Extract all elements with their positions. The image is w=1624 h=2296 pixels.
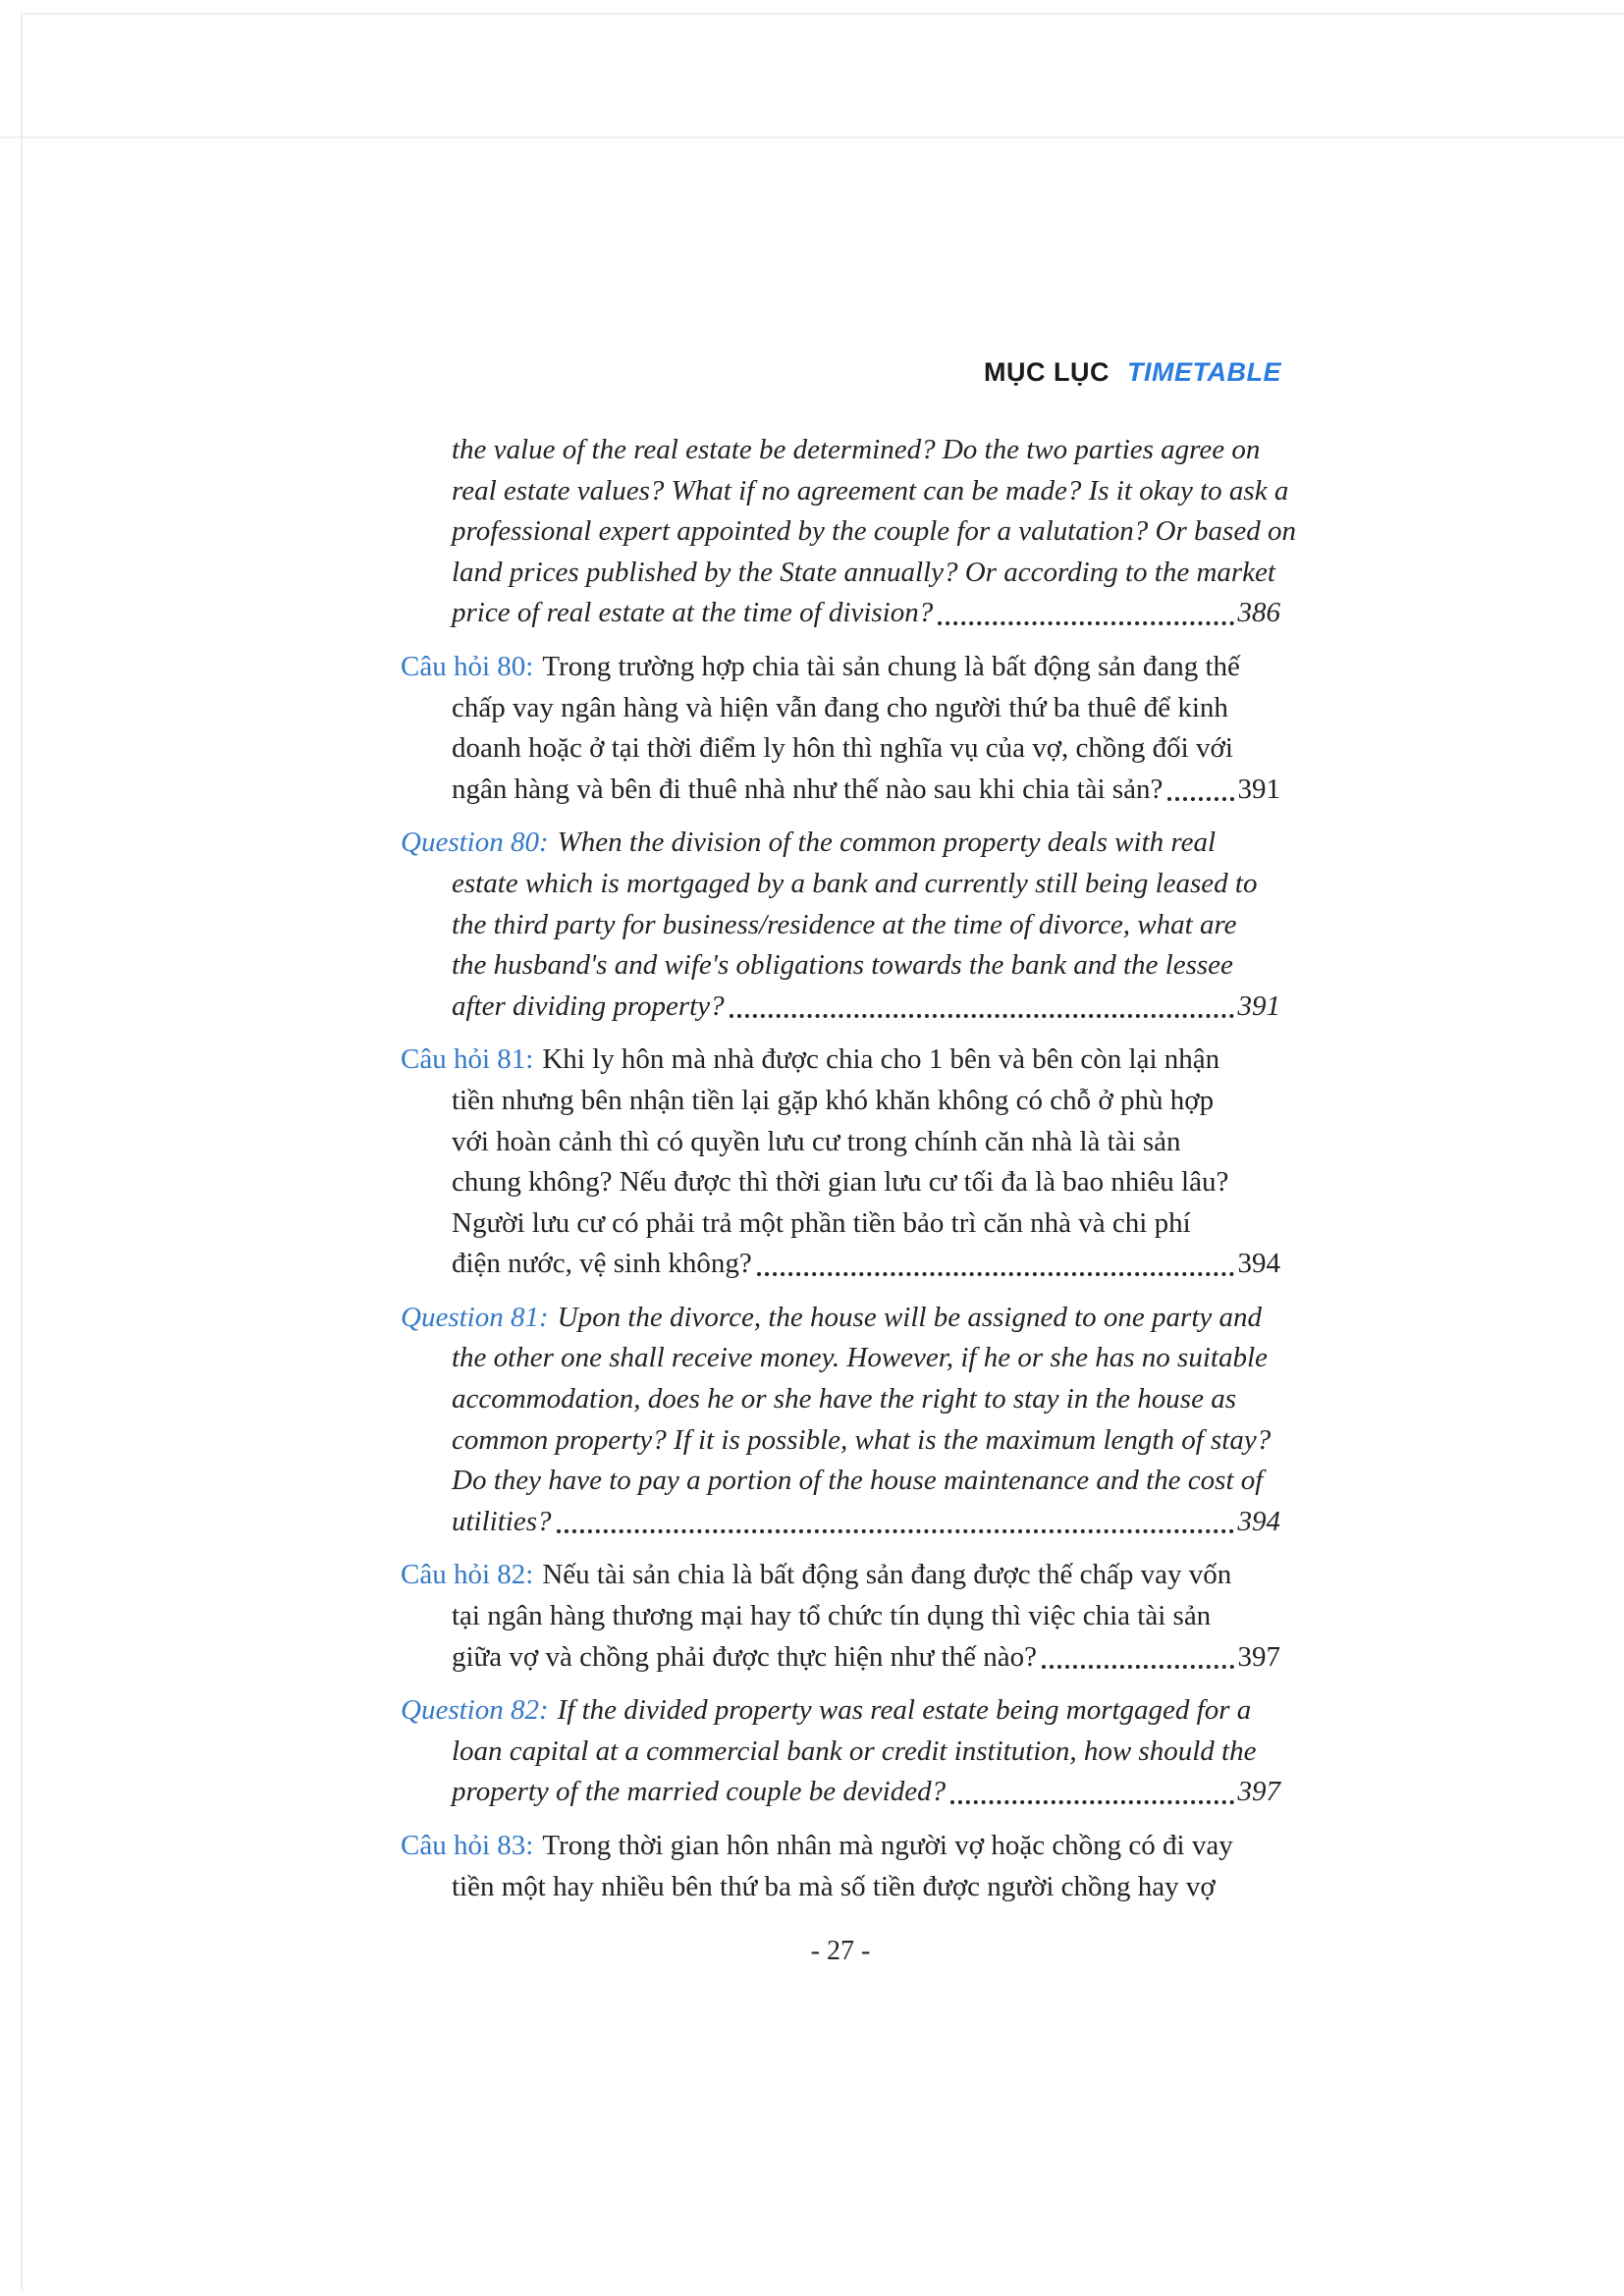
toc-line-text: Trong thời gian hôn nhân mà người vợ hoặc chồng có đi vay: [542, 1830, 1233, 1861]
toc-line: [401, 1379, 1280, 1420]
dotted-leader: [1042, 1665, 1233, 1669]
toc-entry-label: Question 82:: [401, 1694, 549, 1727]
toc-line-text: Người lưu cư có phải trả một phần tiền bảo trì căn nhà và chi phí: [452, 1206, 1191, 1239]
toc-line-text: estate which is mortgaged by a bank and currently still being leased to: [452, 867, 1258, 899]
toc-page-number: 391: [1237, 989, 1280, 1022]
toc-line: [401, 1637, 1280, 1679]
scan-artifact-mid-line: [0, 136, 1624, 138]
dotted-leader: [730, 1014, 1234, 1018]
dotted-leader: [557, 1529, 1234, 1533]
dotted-leader: [938, 621, 1233, 625]
toc-entry: [401, 1555, 1280, 1678]
toc-line: [401, 770, 1280, 811]
toc-entry-label: Question 81:: [401, 1301, 549, 1333]
toc-entry: [401, 1826, 1280, 1907]
toc-line-text: loan capital at a commercial bank or credit institution, how should the: [452, 1735, 1257, 1767]
toc-line: [401, 430, 1280, 471]
toc-line-text: accommodation, does he or she have the right to stay in the house as: [452, 1383, 1236, 1415]
toc-line-text: doanh hoặc ở tại thời điểm ly hôn thì nghĩa vụ của vợ, chồng đối với: [452, 732, 1233, 765]
toc-entry-label: Câu hỏi 83:: [401, 1830, 534, 1861]
toc-line-text: When the division of the common property deals with real: [557, 827, 1217, 859]
toc-entry-label: Câu hỏi 82:: [401, 1559, 534, 1591]
toc-page-number: 391: [1237, 773, 1280, 805]
toc-line-text: utilities?: [452, 1505, 552, 1537]
toc-line-text: real estate values? What if no agreement can be made? Is it okay to ask a: [452, 474, 1289, 507]
dotted-leader: [950, 1800, 1233, 1804]
toc-line: [401, 1420, 1280, 1462]
toc-line: [401, 1244, 1280, 1285]
toc-line: [401, 1826, 1280, 1867]
toc-line-text: the third party for business/residence at the time of divorce, what are: [452, 908, 1237, 940]
scan-artifact-left-line: [21, 13, 23, 2290]
toc-line-text: tiền một hay nhiều bên thứ ba mà số tiền được người chồng hay vợ: [452, 1870, 1216, 1902]
toc-line: [401, 471, 1289, 512]
toc-entry-label: Câu hỏi 81:: [401, 1043, 534, 1076]
toc-page-number: 394: [1237, 1505, 1280, 1537]
toc-page-number: 386: [1237, 597, 1280, 629]
toc-line: [401, 688, 1280, 729]
toc-list: [401, 430, 1296, 1907]
toc-line: [401, 905, 1280, 946]
toc-page-number: 397: [1237, 1640, 1280, 1673]
toc-line-text: với hoàn cảnh thì có quyền lưu cư trong chính căn nhà là tài sản: [452, 1125, 1181, 1157]
header-title-vietnamese: MỤC LỤC: [984, 357, 1110, 387]
toc-line-text: Do they have to pay a portion of the house maintenance and the cost of: [452, 1465, 1264, 1497]
toc-line: [401, 647, 1280, 688]
toc-line-text: Trong trường hợp chia tài sản chung là bất động sản đang thế: [542, 650, 1240, 682]
toc-line-text: If the divided property was real estate being mortgaged for a: [557, 1694, 1252, 1727]
toc-line: [401, 511, 1296, 553]
toc-line-text: chung không? Nếu được thì thời gian lưu cư tối đa là bao nhiêu lâu?: [452, 1166, 1229, 1199]
toc-line: [401, 1772, 1280, 1813]
toc-line-text: the value of the real estate be determined? Do the two parties agree on: [452, 434, 1261, 465]
page-header: [984, 357, 1281, 388]
toc-line: [401, 1596, 1280, 1637]
toc-line-text: professional expert appointed by the couple for a valutation? Or based on: [452, 515, 1296, 548]
toc-page-number: 397: [1237, 1776, 1280, 1808]
header-title-english: TIMETABLE: [1127, 357, 1281, 387]
toc-line: [401, 1203, 1280, 1245]
toc-entry: [401, 647, 1280, 810]
toc-line: [401, 1555, 1280, 1596]
toc-line: [401, 1690, 1280, 1732]
toc-line-text: tiền nhưng bên nhận tiền lại gặp khó khăn không có chỗ ở phù hợp: [452, 1084, 1215, 1116]
toc-line-text: giữa vợ và chồng phải được thực hiện như thế nào?: [452, 1640, 1038, 1673]
scan-artifact-top-line: [23, 13, 1624, 15]
toc-line: [401, 1298, 1280, 1339]
toc-entry-label: Câu hỏi 80:: [401, 650, 534, 682]
toc-line: [401, 728, 1280, 770]
toc-entry: [401, 1690, 1280, 1813]
toc-line-text: price of real estate at the time of division?: [452, 597, 934, 629]
dotted-leader: [757, 1272, 1234, 1276]
toc-line: [401, 864, 1280, 905]
toc-line-text: after dividing property?: [452, 989, 725, 1022]
toc-line: [401, 823, 1280, 864]
page-number: - 27 -: [810, 1936, 871, 1966]
toc-line: [401, 593, 1280, 634]
toc-entry: [401, 430, 1296, 634]
toc-line-text: common property? If it is possible, what is the maximum length of stay?: [452, 1423, 1272, 1456]
toc-line: [401, 553, 1280, 594]
toc-entry: [401, 1040, 1280, 1285]
toc-line: [401, 1338, 1280, 1379]
toc-line-text: the husband's and wife's obligations towards the bank and the lessee: [452, 949, 1233, 982]
dotted-leader: [1167, 797, 1233, 801]
toc-line: [401, 1461, 1280, 1502]
toc-line: [401, 987, 1280, 1028]
toc-line: [401, 1162, 1280, 1203]
toc-line-text: property of the married couple be devided?: [452, 1776, 947, 1808]
toc-line: [401, 1040, 1280, 1081]
toc-line-text: Khi ly hôn mà nhà được chia cho 1 bên và bên còn lại nhận: [542, 1043, 1220, 1076]
toc-page-number: 394: [1237, 1248, 1280, 1280]
toc-line: [401, 1081, 1280, 1122]
toc-line-text: Upon the divorce, the house will be assigned to one party and: [557, 1301, 1262, 1333]
toc-entry-label: Question 80:: [401, 827, 549, 859]
toc-entry: [401, 1298, 1280, 1543]
toc-line-text: ngân hàng và bên đi thuê nhà như thế nào sau khi chia tài sản?: [452, 773, 1164, 805]
toc-line-text: land prices published by the State annually? Or according to the market: [452, 556, 1275, 588]
toc-line-text: chấp vay ngân hàng và hiện vẫn đang cho người thứ ba thuê để kinh: [452, 691, 1228, 723]
toc-line: [401, 945, 1280, 987]
toc-line: [401, 1122, 1280, 1163]
toc-line: [401, 1502, 1280, 1543]
toc-line: [401, 1732, 1280, 1773]
toc-line-text: Nếu tài sản chia là bất động sản đang được thế chấp vay vốn: [542, 1559, 1232, 1591]
toc-line: [401, 1867, 1280, 1908]
toc-line-text: the other one shall receive money. However, if he or she has no suitable: [452, 1342, 1268, 1374]
toc-entry: [401, 823, 1280, 1027]
toc-line-text: điện nước, vệ sinh không?: [452, 1248, 752, 1280]
toc-line-text: tại ngân hàng thương mại hay tổ chức tín dụng thì việc chia tài sản: [452, 1600, 1212, 1632]
